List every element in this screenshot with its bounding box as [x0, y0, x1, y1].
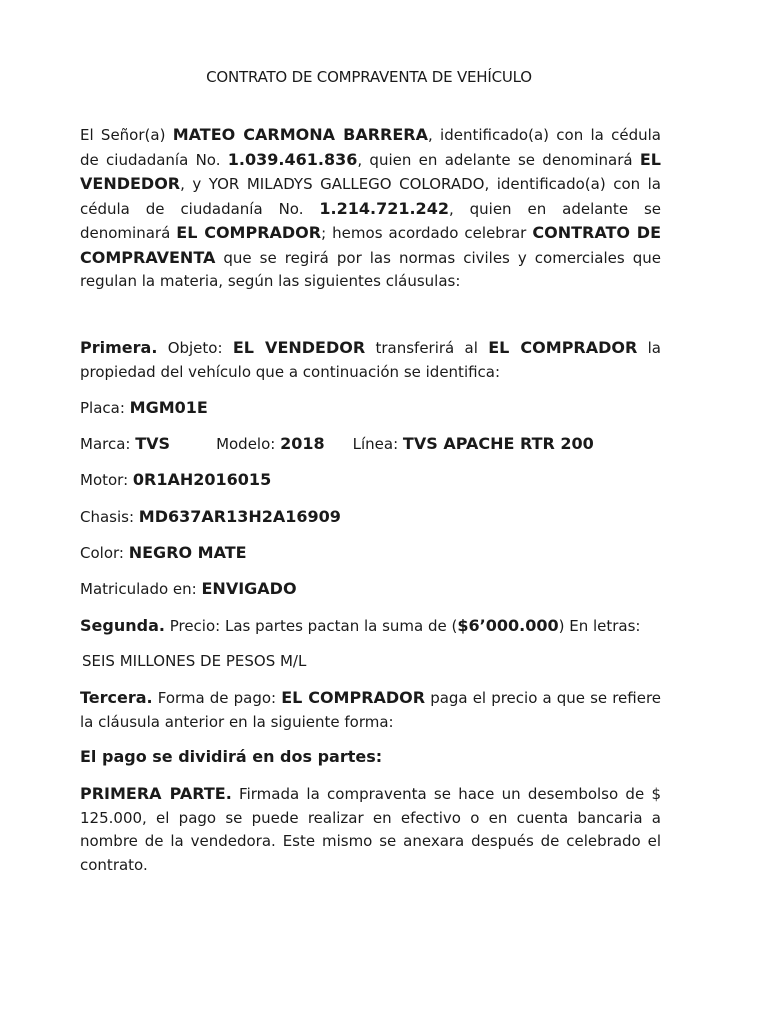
matriculado-label: Matriculado en:: [80, 580, 202, 598]
motor-value: 0R1AH2016015: [132, 470, 272, 489]
chasis-label: Chasis:: [80, 508, 139, 526]
linea-value: TVS APACHE RTR 200: [402, 434, 594, 453]
clause-tercera-buyer: EL COMPRADOR: [281, 688, 426, 707]
marca-value: TVS: [135, 434, 171, 453]
vehicle-marca-row: [80, 432, 661, 457]
seller-id: 1.039.461.836: [227, 149, 358, 169]
intro-text-5: , quien en adelante se denominará: [80, 199, 661, 242]
intro-text-4: , y YOR MILADYS GALLEGO COLORADO, identificado(a) con la cédula de ciudadanía No.: [80, 175, 661, 218]
seller-name: MATEO CARMONA BARRERA: [172, 125, 428, 144]
vehicle-matriculado-row: [80, 577, 661, 602]
primera-parte-text: Firmada la compraventa se hace un desembolso de $ 125.000, el pago se puede realizar en efectivo o en cuenta bancaria a nombre de la vendedora. Este mismo se anexara después de celebrado el contrato.: [80, 785, 661, 874]
intro-text-6: ; hemos acordado celebrar: [321, 224, 533, 242]
clause-primera-text-3: la propiedad del vehículo que a continuación se identifica:: [80, 339, 661, 381]
price-in-words: SEIS MILLONES DE PESOS M/L: [82, 652, 307, 670]
vehicle-motor-row: [80, 468, 661, 493]
contract-name: CONTRATO DE COMPRAVENTA: [80, 223, 661, 267]
primera-parte-paragraph: [80, 782, 661, 877]
clause-primera-heading: Primera.: [80, 338, 158, 357]
price-value: $6’000.000: [457, 616, 559, 635]
clause-segunda-text-1: Precio: Las partes pactan la suma de (: [164, 617, 458, 635]
modelo-label: Modelo:: [216, 435, 281, 453]
clause-segunda-heading: Segunda.: [80, 616, 165, 635]
intro-paragraph: [80, 123, 661, 294]
clause-segunda-text-2: ) En letras:: [558, 617, 641, 635]
placa-label: Placa:: [80, 399, 130, 417]
buyer-role: EL COMPRADOR: [176, 223, 322, 242]
matriculado-value: ENVIGADO: [201, 579, 297, 598]
clause-primera-seller: EL VENDEDOR: [232, 338, 366, 357]
vehicle-color-row: [80, 541, 661, 566]
motor-label: Motor:: [80, 471, 133, 489]
color-label: Color:: [80, 544, 129, 562]
clause-primera: [80, 336, 661, 384]
linea-label: Línea:: [352, 435, 403, 453]
intro-text-7: que se regirá por las normas civiles y comerciales que regulan la materia, según las siguientes cláusulas:: [80, 248, 661, 290]
clause-primera-text-2: transferirá al: [365, 339, 489, 357]
modelo-value: 2018: [280, 434, 325, 453]
intro-text-2: , identificado(a) con la cédula de ciudadanía No.: [80, 126, 662, 169]
intro-text-3: , quien en adelante se denominará: [357, 150, 640, 169]
payment-split-heading: El pago se dividirá en dos partes:: [80, 747, 383, 766]
primera-parte-heading: PRIMERA PARTE.: [80, 784, 232, 803]
clause-segunda: [80, 614, 661, 639]
clause-tercera-heading: Tercera.: [80, 688, 153, 707]
clause-primera-text-1: Objeto:: [157, 339, 233, 357]
vehicle-chasis-row: [80, 505, 661, 530]
chasis-value: MD637AR13H2A16909: [138, 507, 341, 526]
placa-value: MGM01E: [129, 398, 208, 417]
buyer-id: 1.214.721.242: [319, 198, 449, 218]
seller-role: EL VENDEDOR: [80, 149, 661, 193]
clause-tercera-text-2: paga el precio a que se refiere la cláusula anterior en la siguiente forma:: [80, 689, 662, 731]
clause-primera-buyer: EL COMPRADOR: [488, 338, 638, 357]
clause-tercera: [80, 686, 661, 734]
document-title: CONTRATO DE COMPRAVENTA DE VEHÍCULO: [206, 68, 532, 86]
clause-tercera-text-1: Forma de pago:: [152, 689, 282, 707]
marca-label: Marca:: [80, 435, 136, 453]
vehicle-placa-row: [80, 396, 661, 421]
color-value: NEGRO MATE: [128, 543, 247, 562]
intro-text-1: El Señor(a): [80, 126, 173, 144]
